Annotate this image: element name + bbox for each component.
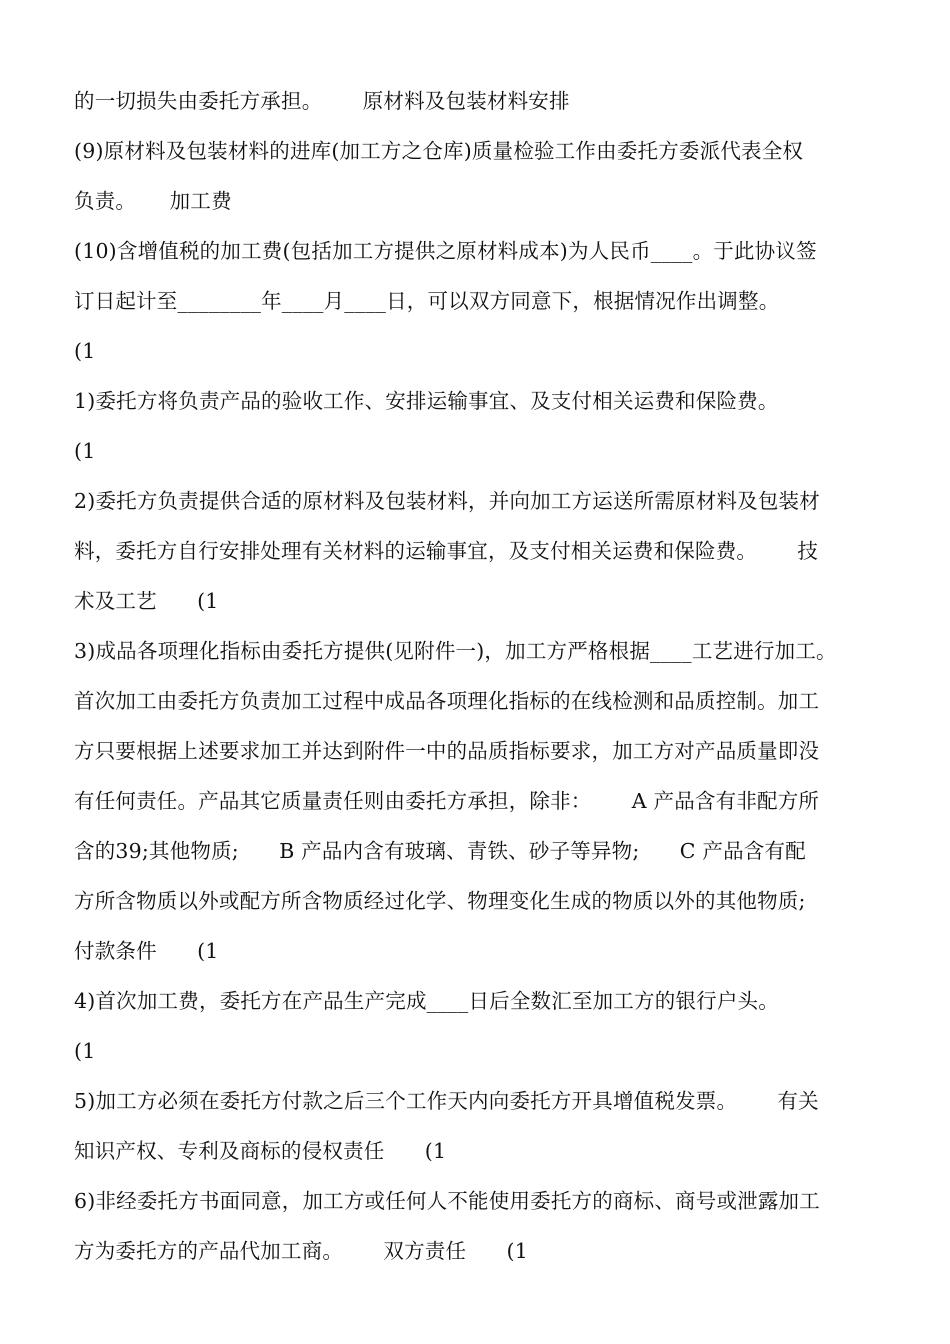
text-line: 订日起计至________年____月____日，可以双方同意下，根据情况作出调整。	[74, 289, 780, 313]
text-line: 方为委托方的产品代加工商。 双方责任 (1	[74, 1239, 528, 1263]
text-line: 3)成品各项理化指标由委托方提供(见附件一)，加工方严格根据____工艺进行加工。	[74, 639, 837, 663]
text-line: 知识产权、专利及商标的侵权责任 (1	[74, 1139, 447, 1163]
text-line: 含的39;其他物质; B 产品内含有玻璃、青铁、砂子等异物; C 产品含有配	[74, 839, 806, 863]
text-line: (9)原材料及包装材料的进库(加工方之仓库)质量检验工作由委托方委派代表全权	[74, 139, 804, 163]
text-line: 有任何责任。产品其它质量责任则由委托方承担，除非： A 产品含有非配方所	[74, 789, 820, 813]
text-line: 6)非经委托方书面同意，加工方或任何人不能使用委托方的商标、商号或泄露加工	[74, 1189, 820, 1213]
text-line: 料，委托方自行安排处理有关材料的运输事宜，及支付相关运费和保险费。 技	[74, 539, 819, 563]
text-line: 负责。 加工费	[74, 189, 232, 213]
text-line: 1)委托方将负责产品的验收工作、安排运输事宜、及支付相关运费和保险费。	[74, 389, 779, 413]
text-line: (1	[74, 439, 96, 463]
text-line: 首次加工由委托方负责加工过程中成品各项理化指标的在线检测和品质控制。加工	[74, 689, 820, 713]
text-line: (10)含增值税的加工费(包括加工方提供之原材料成本)为人民币____。于此协议签	[74, 239, 817, 263]
text-line: (1	[74, 339, 96, 363]
text-line: 4)首次加工费，委托方在产品生产完成____日后全数汇至加工方的银行户头。	[74, 989, 779, 1013]
text-line: 付款条件 (1	[74, 939, 219, 963]
text-line: 的一切损失由委托方承担。 原材料及包装材料安排	[74, 89, 570, 113]
text-line: 方所含物质以外或配方所含物质经过化学、物理变化生成的物质以外的其他物质;	[74, 889, 806, 913]
text-line: 方只要根据上述要求加工并达到附件一中的品质指标要求，加工方对产品质量即没	[74, 739, 820, 763]
text-line: 5)加工方必须在委托方付款之后三个工作天内向委托方开具增值税发票。 有关	[74, 1089, 819, 1113]
text-line: 2)委托方负责提供合适的原材料及包装材料，并向加工方运送所需原材料及包装材	[74, 489, 820, 513]
text-line: 术及工艺 (1	[74, 589, 219, 613]
text-line: (1	[74, 1039, 96, 1063]
